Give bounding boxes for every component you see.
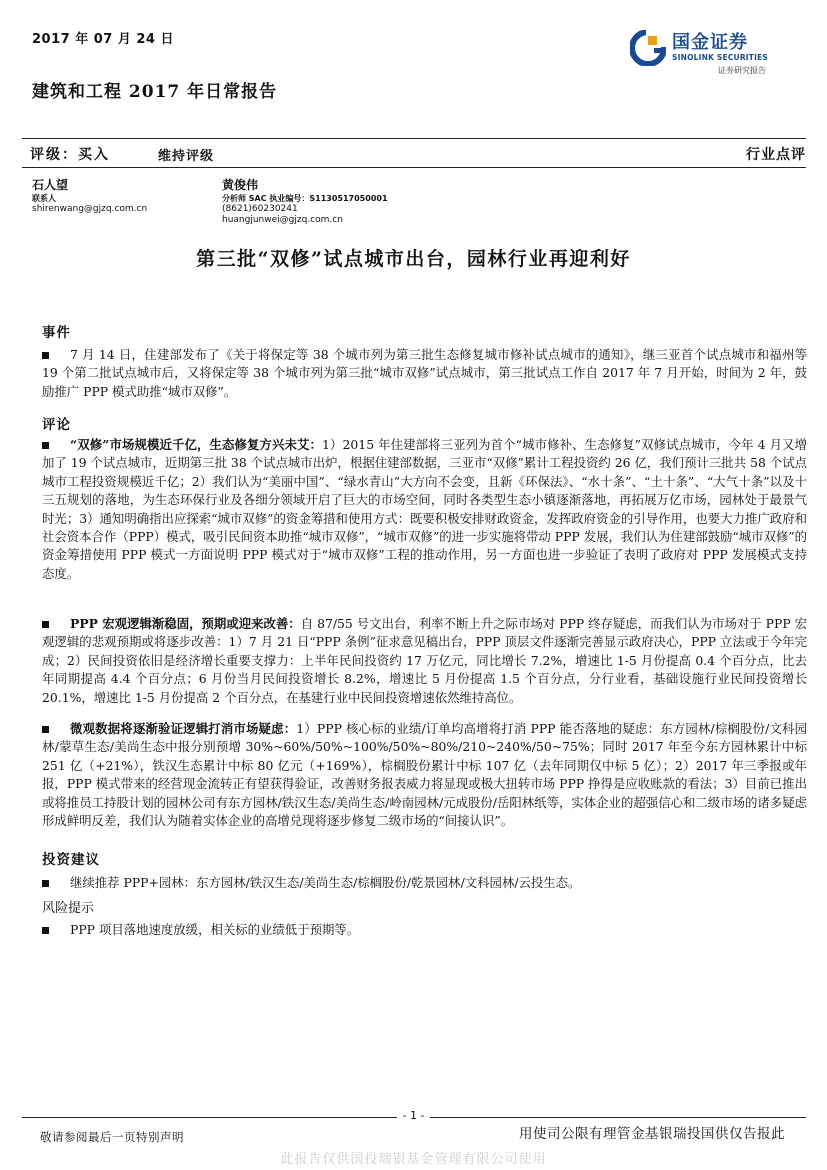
analyst-card (222, 177, 388, 226)
comment-paragraph (42, 720, 807, 830)
logo-name-en: SINOLINK SECURITIES (672, 53, 769, 62)
logo-name-cn: 国金证券 (672, 32, 748, 53)
comment-lead: “双修”市场规模近千亿，生态修复方兴未艾： (70, 437, 323, 452)
rating-bar (22, 138, 806, 168)
rating-maintain: 维持评级 (158, 149, 215, 164)
report-series-title: 建筑和工程 2017 年日常报告 (32, 82, 278, 102)
analyst-license: 分析师 SAC 执业编号：S1130517050001 (222, 194, 388, 203)
section-heading-risk: 风险提示 (42, 901, 95, 916)
analyst-phone: (8621)60230241 (222, 204, 298, 214)
footer-right-text: 用使司公限有理管金基银瑞投国供仅告报此 (519, 1126, 785, 1142)
comment-text: 1）PPP 核心标的业绩/订单均高增将打消 PPP 能否落地的疑虑：东方园林/棕榈股份/文科园林/蒙草生态/美尚生态中报分别预增 30%~60%/50%~100%/50%~80%/210~240%/50~75%；同时 2017 年至今东方园林累计中标 251 亿（+21%），铁汉生态累计中标 80 亿元（+169%），棕榈股份累计中标 107 亿（去年同期仅中标 5 亿）；2）2017 年三季报或年报，PPP 模式带来的经营现金流转正有望获得验证，改善财务报表威力将显现或极大扭转市场 PPP 挣得是应收账款的看法；3）目前已推出或将推员工持股计划的园林公司有东方园林/铁汉生态/美尚生态/岭南园林/元成股份/岳阳林纸等，实体企业的超强信心和二级市场的诸多疑虑形成鲜明反差，我们认为随着实体企业的高增兑现将逐步修复二级市场的“间接认识”。 (42, 721, 808, 829)
analyst-email[interactable]: shirenwang@gjzq.com.cn (32, 204, 148, 214)
watermark: 此报告仅供国投瑞银基金管理有限公司使用 (280, 1152, 547, 1167)
section-heading-comment: 评论 (42, 417, 71, 433)
event-paragraph: 7 月 14 日，住建部发布了《关于将保定等 38 个城市列为第三批生态修复城市修补试点城市的通知》，继三亚首个试点城市和福州等 19 个第二批试点城市后，又将保定等 38 个城市列为第三批“城市双修”试点城市，第三批试点工作自 2017 年 7 月开始，时间为 2 年，鼓励推广 PPP 模式助推“城市双修”。 (42, 347, 807, 399)
comment-paragraph (42, 615, 807, 707)
investment-paragraph: 继续推荐 PPP+园林：东方园林/铁汉生态/美尚生态/棕榈股份/乾景园林/文科园林/云投生态。 (70, 875, 581, 890)
analyst-name: 黄俊伟 (222, 178, 259, 192)
main-title: 第三批“双修”试点城市出台，园林行业再迎利好 (196, 248, 631, 270)
analyst-card (32, 177, 147, 215)
analyst-email[interactable]: huangjunwei@gjzq.com.cn (222, 215, 343, 225)
comment-paragraph (42, 436, 807, 583)
section-heading-event: 事件 (42, 325, 71, 341)
sinolink-logo-icon (630, 30, 666, 66)
analyst-role: 联系人 (32, 194, 56, 203)
page-number-wrap (0, 1109, 827, 1122)
comment-lead: 微观数据将逐渐验证逻辑打消市场疑虑： (70, 721, 297, 736)
comment-lead: PPP 宏观逻辑渐稳固，预期或迎来改善： (70, 616, 301, 631)
footer-disclaimer: 敬请参阅最后一页特别声明 (40, 1130, 184, 1144)
section-heading-investment: 投资建议 (42, 852, 100, 868)
sinolink-logo (630, 26, 790, 78)
analyst-name: 石人望 (32, 178, 69, 192)
page-number: - 1 - (397, 1109, 431, 1122)
logo-subtitle: 证券研究报告 (718, 66, 766, 75)
comment-text: 1）2015 年住建部将三亚列为首个“城市修补、生态修复”双修试点城市，今年 4 月又增加了 19 个试点城市，近期第三批 38 个试点城市出炉，根据住建部数据，三亚市“双修”累计工程投资约 26 亿，我们预计三批共 58 个试点城市工程投资规模近千亿；2）我们认为“美丽中国”、“绿水青山”大方向不会变，且新《环保法》、“水十条”、“土十条”、“大气十条”以及十三五规划的落地，为生态环保行业及各细分领域开启了巨大的市场空间，同时各类型生态小镇逐渐落地，再拓展万亿市场，园林处于最景气时光；3）通知明确指出应探索“城市双修”的资金筹措和使用方式：既要积极安排财政资金，发挥政府资金的引导作用，也要大力推广政府和社会资本合作（PPP）模式，吸引民间资本助推“城市双修”，“城市双修”的进一步实施将带动 PPP 发展，我们认为住建部鼓励“城市双修”的资金筹措使用 PPP 模式一方面说明 PPP 模式对于“城市双修”工程的推动作用，另一方面也进一步验证了表明了政府对 PPP 发展模式支持态度。 (42, 437, 807, 581)
report-type: 行业点评 (746, 147, 806, 163)
rating-label: 评级：买入 (30, 147, 110, 163)
comment-text: 自 87/55 号文出台，利率不断上升之际市场对 PPP 终存疑虑，而我们认为市场对于 PPP 宏观逻辑的悲观预期或将逐步改善：1）7 月 21 日“PPP 条例”征求意见稿出台，PPP 顶层文件逐渐完善显示政府决心，PPP 立法或于今年完成；2）民间投资依旧是经济增长重要支撑力：上半年民间投资约 17 万亿元，同比增长 7.2%，增速比 1-5 月份提高 0.4 个百分点，比去年同期提高 4.4 个百分点；6 月份当月民间投资增长 8.2%，增速比 5 月份提高 1.5 个百分点，分行业看，基础设施行业民间投资增长 20.1%，增速比 1-5 月份提高 2 个百分点，在基建行业中民间投资增速依然维持高位。 (42, 616, 807, 705)
risk-paragraph: PPP 项目落地速度放缓，相关标的业绩低于预期等。 (70, 922, 360, 937)
report-date: 2017 年 07 月 24 日 (32, 32, 174, 47)
